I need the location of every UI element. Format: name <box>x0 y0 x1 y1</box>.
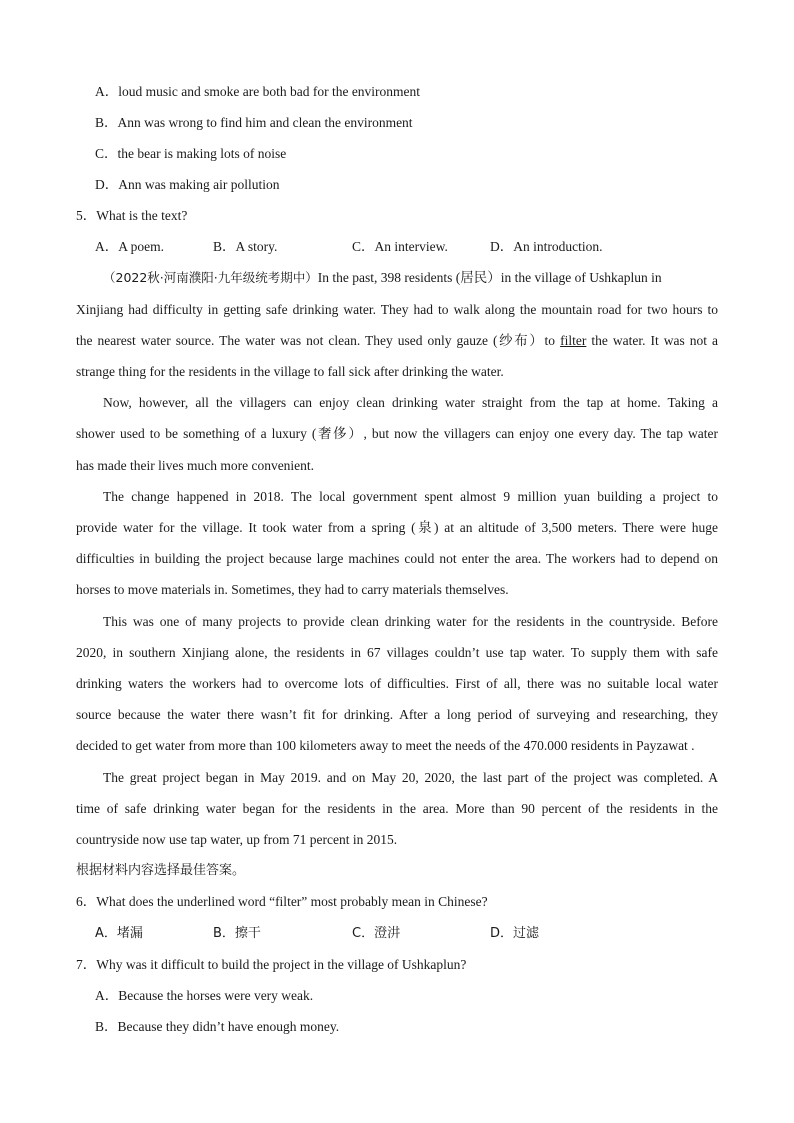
passage-p3-line1: The change happened in 2018. The local government spent almost 9 million yuan building a project to <box>103 489 718 504</box>
q6-option-d: D．过滤 <box>490 926 540 941</box>
q5-stem: 5．What is the text? <box>76 208 188 223</box>
instruction-text: 根据材料内容选择最佳答案。 <box>76 863 246 878</box>
q7-option-a: A．Because the horses were very weak. <box>95 988 314 1003</box>
passage-p3-line3: difficulties in building the project because large machines could not enter the area. The workers had to depend on <box>76 551 718 566</box>
passage-p4-line3: drinking waters the workers had to overcome lots of difficulties. First of all, there was no suitable local water <box>76 676 718 691</box>
passage-p4-line1: This was one of many projects to provide clean drinking water for the residents in the countryside. Before <box>103 614 718 629</box>
passage-p1-line3 <box>76 333 718 349</box>
passage-p1-line4: strange thing for the residents in the village to fall sick after drinking the water. <box>76 364 504 379</box>
q4-option-b: B．Ann was wrong to find him and clean the environment <box>95 115 413 130</box>
passage-p1-line1-text: In the past, 398 residents (居民）in the village of Ushkaplun in <box>317 270 662 285</box>
underlined-word-filter: filter <box>560 333 587 348</box>
q4-option-d: D．Ann was making air pollution <box>95 177 280 192</box>
passage-p3-line4: horses to move materials in. Sometimes, they had to carry materials themselves. <box>76 582 509 597</box>
passage-p1-line1 <box>103 270 718 286</box>
q4-option-c: C．the bear is making lots of noise <box>95 146 287 161</box>
passage-p1-line3-a: the nearest water source. The water was not clean. They used only gauze (纱布）to <box>76 333 561 348</box>
passage-p4-line2: 2020, in southern Xinjiang alone, the residents in 67 villages couldn’t use tap water. To supply them with safe <box>76 645 718 660</box>
q6-option-a: A．堵漏 <box>95 926 143 941</box>
q6-option-c: C．澄汫 <box>352 926 401 941</box>
passage-p2-line2: shower used to be something of a luxury (奢侈）, but now the villagers can enjoy one every day. The tap water <box>76 426 718 441</box>
q7-stem: 7．Why was it difficult to build the project in the village of Ushkaplun? <box>76 957 467 972</box>
passage-p3-line2: provide water for the village. It took water from a spring (泉) at an altitude of 3,500 meters. There were huge <box>76 520 718 535</box>
q5-option-d: D．An introduction. <box>490 239 603 254</box>
passage-p5-line2: time of safe drinking water began for the residents in the area. More than 90 percent of the residents in the <box>76 801 718 816</box>
passage-p2-line1: Now, however, all the villagers can enjoy clean drinking water straight from the tap at home. Taking a <box>103 395 718 410</box>
passage-p1-line3-b: the water. It was not a <box>586 333 718 348</box>
q5-option-a: A．A poem. <box>95 239 164 254</box>
q7-option-b: B．Because they didn’t have enough money. <box>95 1019 340 1034</box>
q5-option-c: C．An interview. <box>352 239 448 254</box>
passage-p2-line3: has made their lives much more convenient. <box>76 458 315 473</box>
q6-stem: 6．What does the underlined word “filter” most probably mean in Chinese? <box>76 894 488 909</box>
passage-p1-line2: Xinjiang had difficulty in getting safe drinking water. They had to walk along the mountain road for two hours to <box>76 302 718 317</box>
passage-p4-line4: source because the water there wasn’t fit for drinking. After a long period of surveying and researching, they <box>76 707 718 722</box>
passage-p5-line1: The great project began in May 2019. and on May 20, 2020, the last part of the project was completed. A <box>103 770 718 785</box>
q4-option-a: A．loud music and smoke are both bad for the environment <box>95 84 421 99</box>
passage-source: （2022秋·河南濮阳·九年级统考期中） <box>103 270 318 285</box>
q5-option-b: B．A story. <box>213 239 278 254</box>
passage-p4-line5: decided to get water from more than 100 kilometers away to meet the needs of the 470.000 residents in Payzawat . <box>76 738 695 753</box>
passage-p5-line3: countryside now use tap water, up from 71 percent in 2015. <box>76 832 398 847</box>
q6-option-b: B．擦干 <box>213 926 261 941</box>
